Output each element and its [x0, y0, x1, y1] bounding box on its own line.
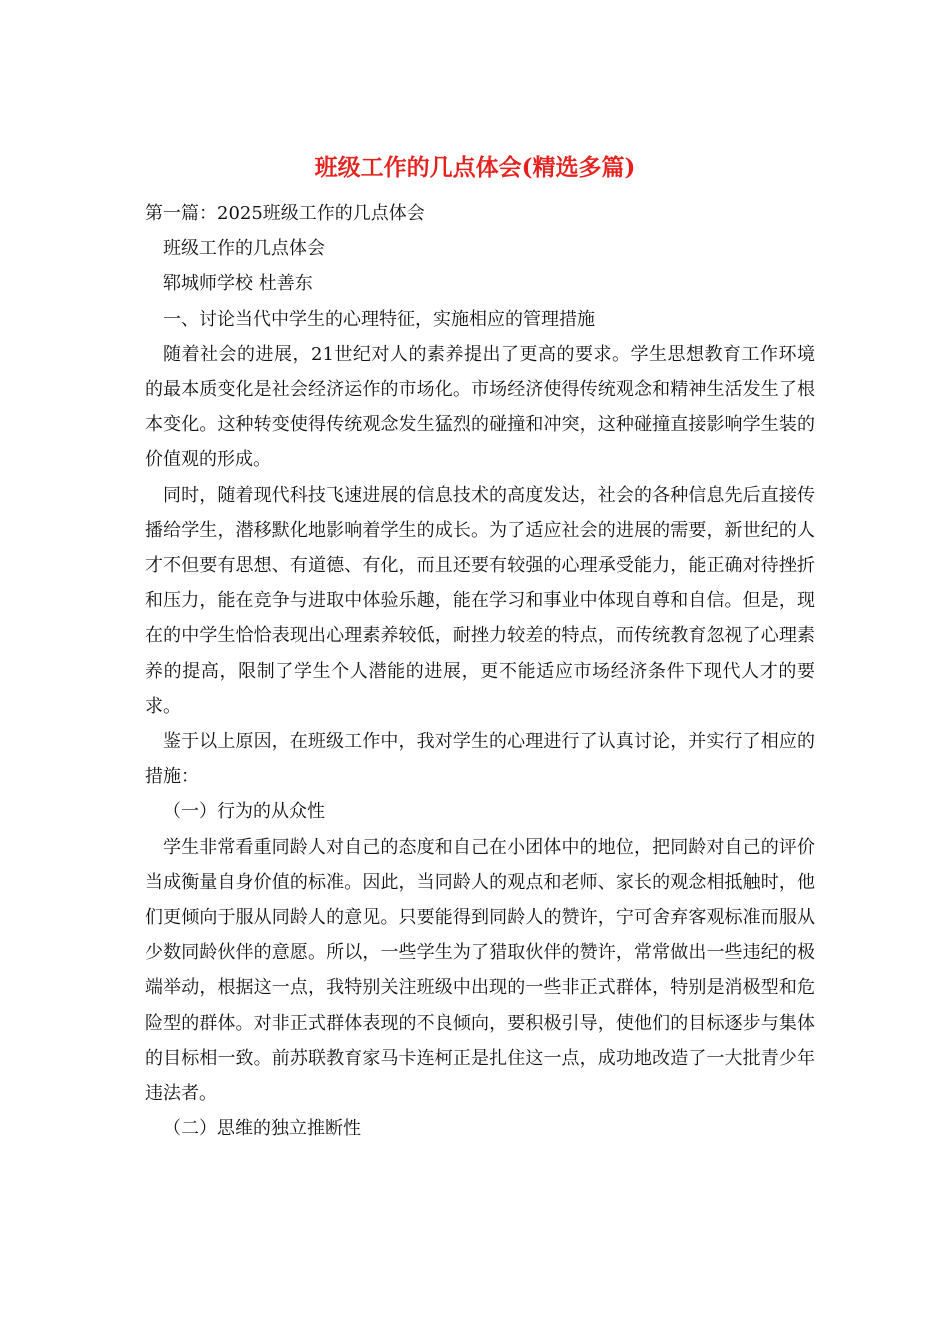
body-paragraph: 随着社会的进展，21世纪对人的素养提出了更高的要求。学生思想教育工作环境的最本质变化是社会经济运作的市场化。市场经济使得传统观念和精神生活发生了根本变化。这种转变使得传统观念发生猛烈的碰撞和冲突，这种碰撞直接影响学生装的价值观的形成。 — [145, 343, 815, 471]
article-title: 班级工作的几点体会 — [163, 238, 325, 260]
section-heading-part-one: 第一篇：2025班级工作的几点体会 — [145, 203, 425, 224]
subheading-independent-thinking: （二）思维的独立推断性 — [163, 1118, 361, 1140]
body-paragraph: 鉴于以上原因，在班级工作中，我对学生的心理进行了认真讨论，并实行了相应的措施： — [145, 731, 815, 788]
document-title: 班级工作的几点体会(精选多篇) — [314, 154, 636, 181]
document-body — [145, 196, 815, 1146]
subheading-behavior-conformity: （一）行为的从众性 — [163, 801, 325, 823]
article-author: 郓城师学校 杜善东 — [163, 273, 313, 295]
section-heading-one: 一、讨论当代中学生的心理特征，实施相应的管理措施 — [163, 308, 595, 330]
body-paragraph: 同时，随着现代科技飞速进展的信息技术的高度发达，社会的各种信息先后直接传播给学生，潜移默化地影响着学生的成长。为了适应社会的进展的需要，新世纪的人才不但要有思想、有道德、有化，而且还要有较强的心理承受能力，能正确对待挫折和压力，能在竞争与进取中体验乐趣，能在学习和事业中体现自尊和自信。但是，现在的中学生恰恰表现出心理素养较低，耐挫力较差的特点，而传统教育忽视了心理素养的提高，限制了学生个人潜能的进展，更不能适应市场经济条件下现代人才的要求。 — [145, 484, 815, 717]
body-paragraph: 学生非常看重同龄人对自己的态度和自己在小团体中的地位，把同龄对自己的评价当成衡量自身价值的标准。因此，当同龄人的观点和老师、家长的观念相抵触时，他们更倾向于服从同龄人的意见。只要能得到同龄人的赞许，宁可舍弃客观标准而服从少数同龄伙伴的意愿。所以，一些学生为了猎取伙伴的赞许，常常做出一些违纪的极端举动，根据这一点，我特别关注班级中出现的一些非正式群体，特别是消极型和危险型的群体。对非正式群体表现的不良倾向，要积极引导，使他们的目标逐步与集体的目标相一致。前苏联教育家马卡连柯正是扎住这一点，成功地改造了一大批青少年违法者。 — [145, 836, 815, 1105]
